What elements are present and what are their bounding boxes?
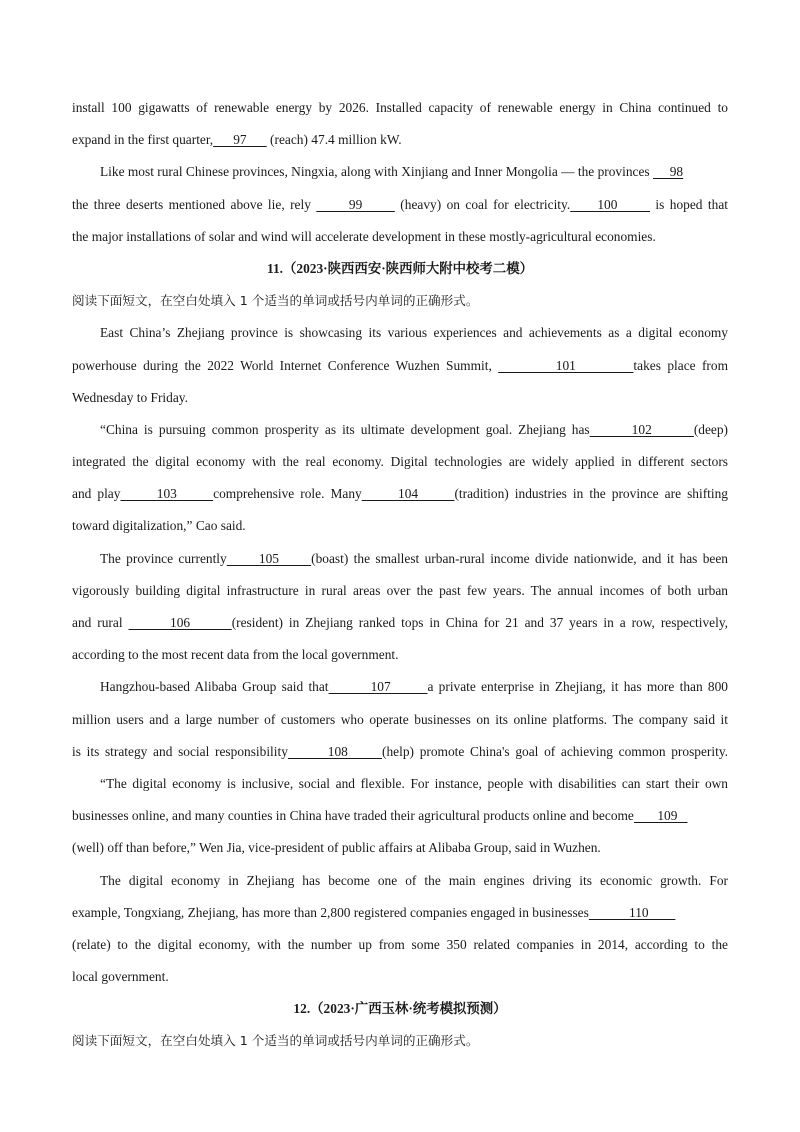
- document-page: [72, 92, 728, 1058]
- text: example, Tongxiang, Zhejiang, has more than 2,800 registered companies engaged in businesses: [72, 904, 589, 920]
- text-line: [72, 575, 728, 607]
- text-line: [72, 92, 728, 124]
- text: toward digitalization,” Cao said.: [72, 518, 246, 534]
- text-line: [72, 961, 728, 993]
- blank-106: 106: [128, 615, 232, 630]
- blank-99: 99: [316, 196, 395, 212]
- text: (reach) 47.4 million kW.: [266, 132, 402, 148]
- text-line: [72, 897, 728, 929]
- blank-105: 105: [226, 550, 312, 566]
- text: is hoped that: [649, 196, 728, 212]
- text-line: [72, 124, 728, 156]
- text-line: [72, 865, 728, 897]
- text-line: [72, 671, 728, 703]
- text: “China is pursuing common prosperity as its ultimate development goal. Zhejiang has: [100, 421, 590, 437]
- text-line: [72, 478, 728, 510]
- text: (resident) in Zhejiang ranked tops in China for 21 and 37 years in a row, respectively,: [231, 615, 729, 630]
- text: Like most rural Chinese provinces, Ningxia, along with Xinjiang and Inner Mongolia — the provinces: [100, 164, 653, 180]
- text: the major installations of solar and wind will accelerate development in these mostly-agricultural economies.: [72, 228, 656, 244]
- text-line: [72, 607, 728, 639]
- text: according to the most recent data from the local government.: [72, 647, 399, 663]
- text: comprehensive role. Many: [213, 486, 362, 502]
- text: Hangzhou-based Alibaba Group said that: [100, 679, 329, 695]
- blank-102: 102: [589, 421, 694, 437]
- text-line: [72, 446, 728, 478]
- text-line: [72, 221, 728, 253]
- text-line: [72, 350, 728, 382]
- text: vigorously building digital infrastructure in rural areas over the past few years. The annual incomes of both urban: [72, 582, 728, 598]
- text-line: [72, 543, 728, 575]
- text: (deep): [693, 421, 729, 437]
- text: (well) off than before,” Wen Jia, vice-president of public affairs at Alibaba Group, said in Wuzhen.: [72, 840, 601, 856]
- text: (relate) to the digital economy, with the number up from some 350 related companies in 2014, according to the: [72, 936, 728, 952]
- blank-101: 101: [498, 357, 634, 373]
- text: The province currently: [100, 550, 227, 566]
- text-line: [72, 189, 728, 221]
- blank-98: 98: [653, 164, 684, 180]
- blank-103: 103: [120, 486, 214, 502]
- text: integrated the digital economy with the real economy. Digital technologies are widely applied in different sectors: [72, 454, 728, 470]
- section-heading: 12.（2023·广西玉林·统考模拟预测）: [293, 1001, 507, 1017]
- text: the three deserts mentioned above lie, rely: [72, 196, 317, 212]
- blank-110: 110: [588, 904, 676, 920]
- text: (help) promote China's goal of achieving common prosperity.: [382, 743, 728, 759]
- text: a private enterprise in Zhejiang, it has more than 800: [427, 679, 728, 695]
- text-line: [72, 382, 728, 414]
- blank-108: 108: [287, 743, 383, 759]
- text: and play: [72, 486, 121, 502]
- text-line: [72, 800, 728, 832]
- text: local government.: [72, 969, 169, 985]
- text-line: [72, 929, 728, 961]
- blank-100: 100: [570, 196, 650, 212]
- text: (boast) the smallest urban-rural income divide nationwide, and it has been: [311, 550, 728, 566]
- text: install 100 gigawatts of renewable energy by 2026. Installed capacity of renewable energy in China continued to: [72, 100, 728, 115]
- text: Wednesday to Friday.: [72, 389, 188, 405]
- text: is its strategy and social responsibility: [72, 743, 288, 759]
- text-line: [72, 510, 728, 542]
- text-line: [72, 768, 728, 800]
- text: powerhouse during the 2022 World Internet Conference Wuzhen Summit,: [72, 357, 499, 373]
- text: (tradition) industries in the province are shifting: [454, 486, 728, 502]
- instruction: 阅读下面短文，在空白处填入 1 个适当的单词或括号内单词的正确形式。: [72, 293, 479, 309]
- text: million users and a large number of customers who operate businesses on its online platforms. The company said it: [72, 711, 728, 727]
- section-heading: 11.（2023·陕西西安·陕西师大附中校考二模）: [267, 260, 533, 276]
- text-line: [72, 832, 728, 864]
- text-line: [72, 736, 728, 768]
- text-line: [72, 317, 728, 349]
- instruction: 阅读下面短文，在空白处填入 1 个适当的单词或括号内单词的正确形式。: [72, 1033, 479, 1049]
- text-line: [72, 639, 728, 671]
- text: takes place from: [633, 357, 729, 373]
- text: (heavy) on coal for electricity.: [394, 196, 571, 212]
- text: East China’s Zhejiang province is showcasing its various experiences and achievements as a digital economy: [100, 325, 728, 341]
- text: and rural: [72, 615, 129, 630]
- text: expand in the first quarter,: [72, 132, 214, 148]
- blank-107: 107: [328, 679, 428, 695]
- text-line: [72, 156, 728, 188]
- blank-109: 109: [633, 808, 688, 824]
- text-line: [72, 704, 728, 736]
- text: The digital economy in Zhejiang has become one of the main engines driving its economic growth. For: [100, 872, 728, 888]
- blank-97: 97: [213, 132, 267, 148]
- text: “The digital economy is inclusive, social and flexible. For instance, people with disabilities can start their own: [100, 775, 728, 791]
- text-line: [72, 414, 728, 446]
- blank-104: 104: [361, 486, 455, 502]
- text: businesses online, and many counties in China have traded their agricultural products online and become: [72, 808, 634, 824]
